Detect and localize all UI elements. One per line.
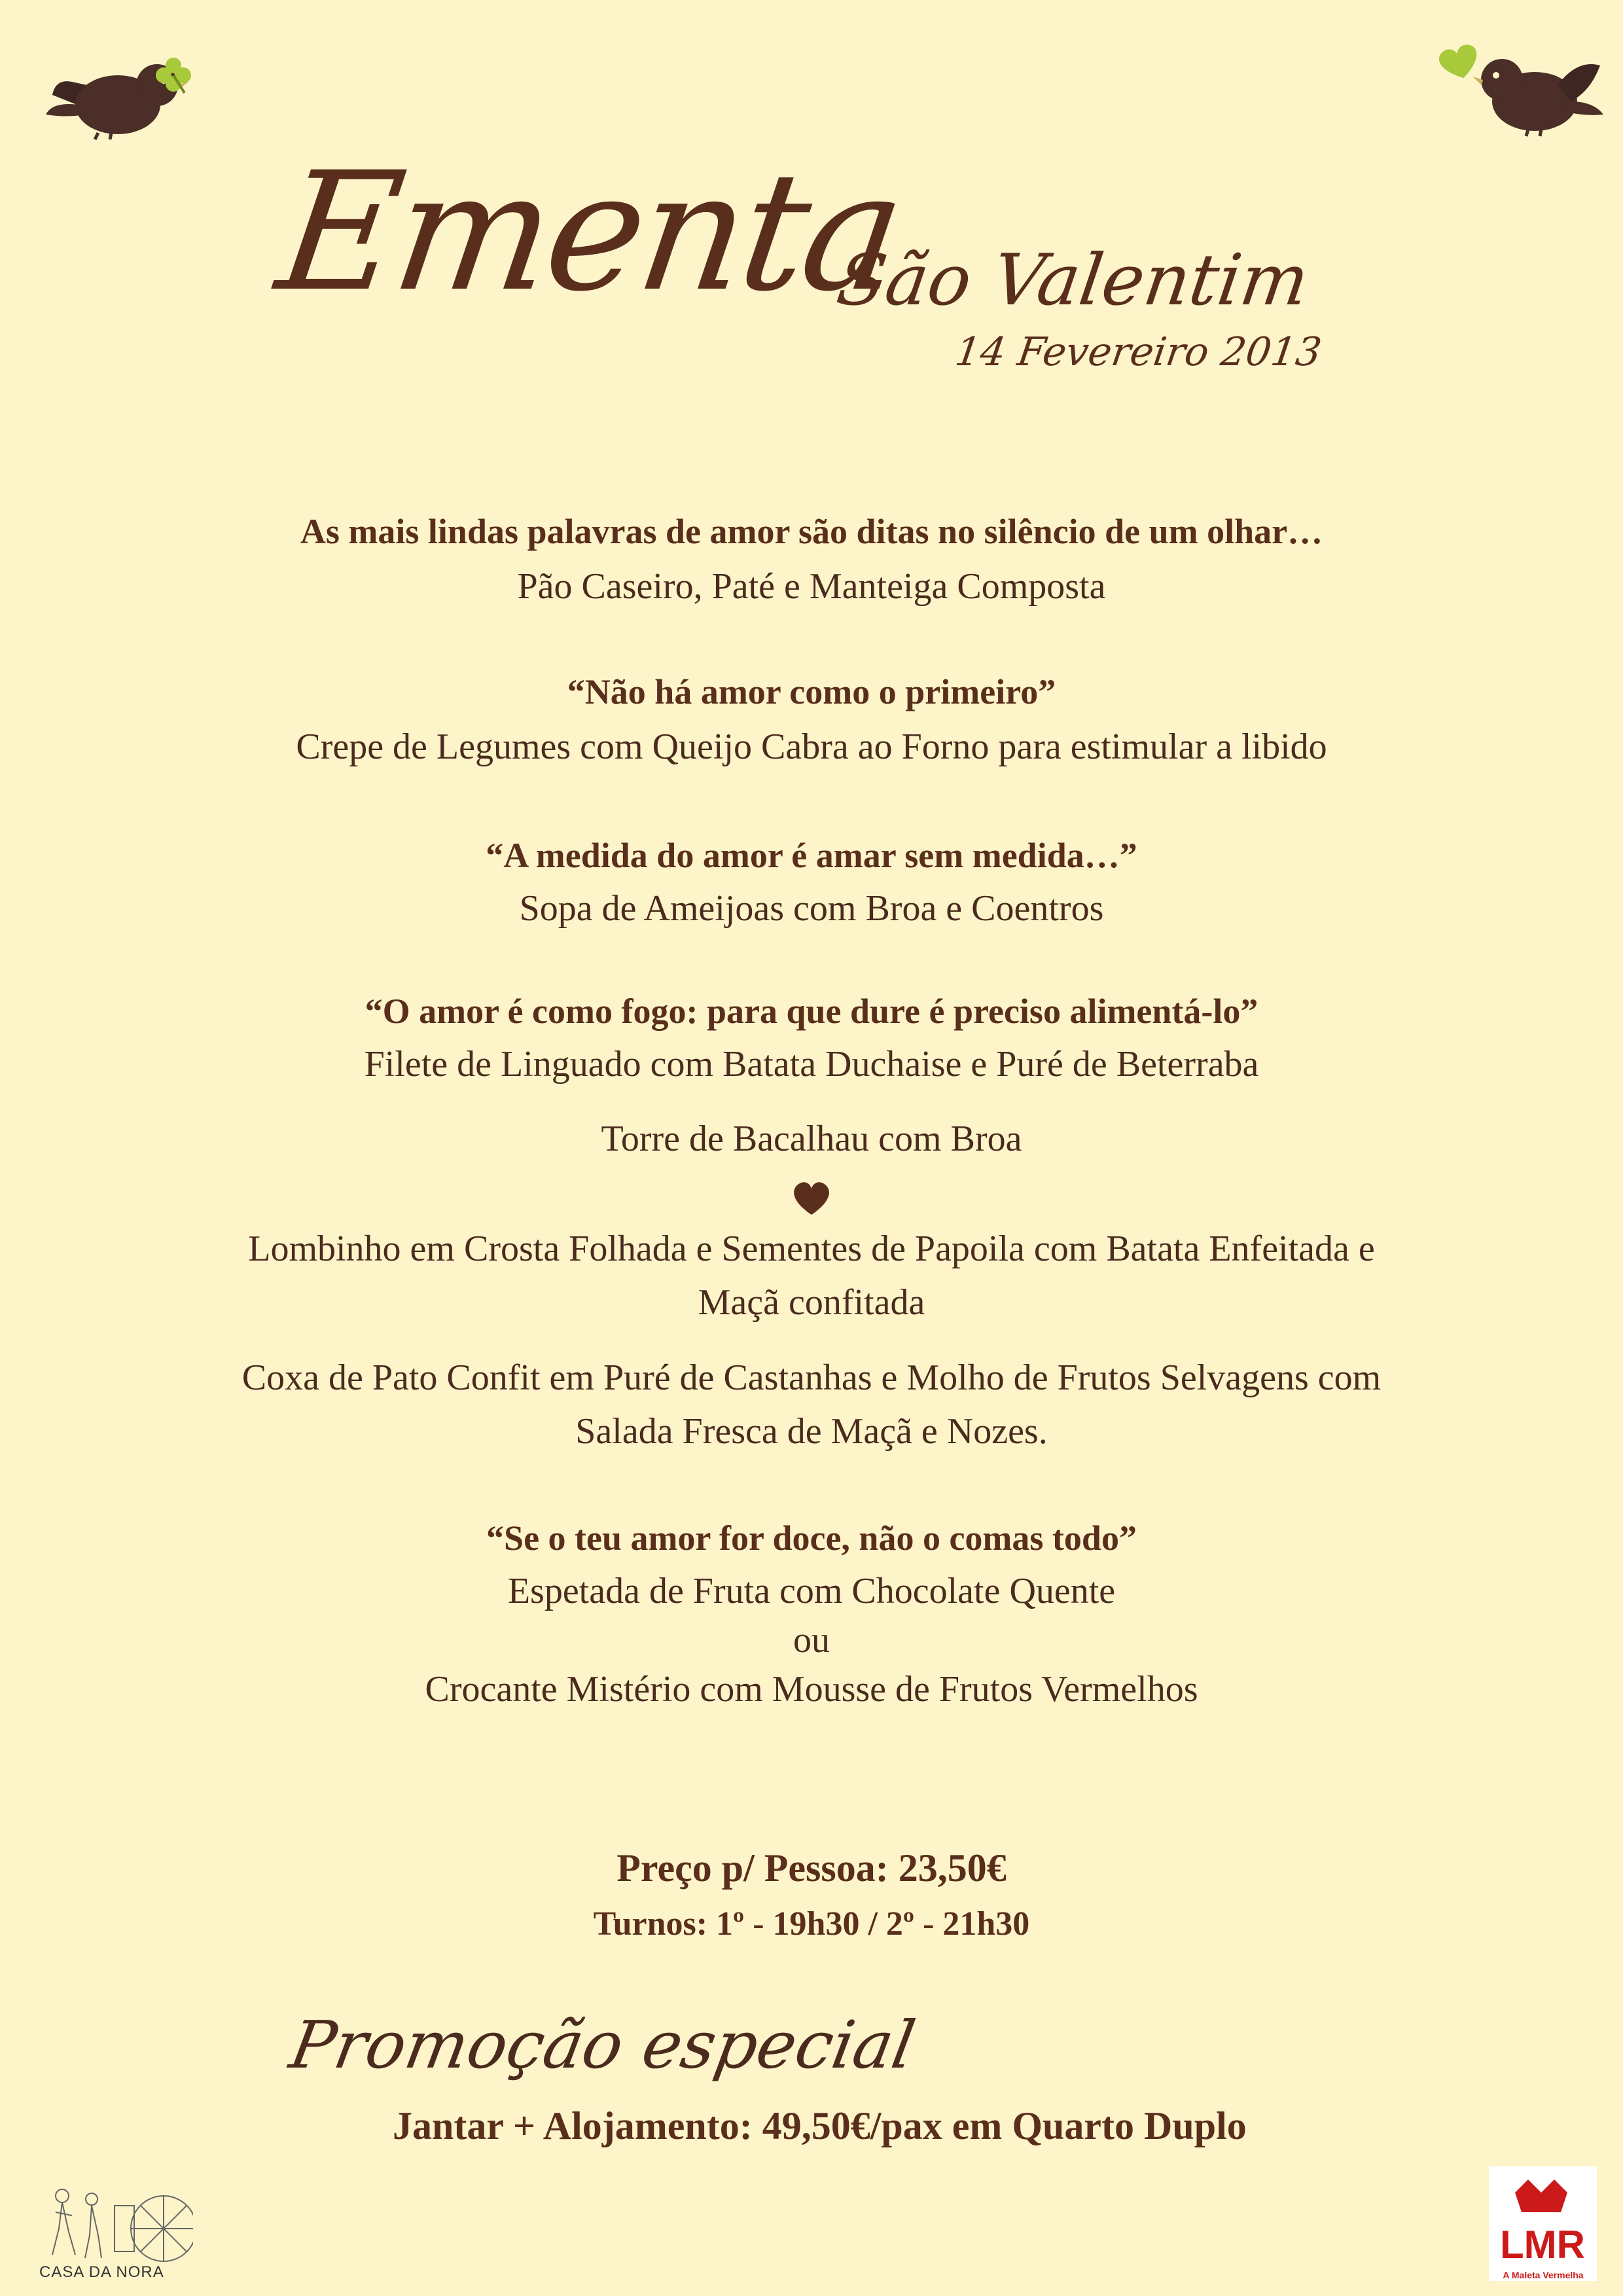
course-quote: “Não há amor como o primeiro”	[567, 672, 1056, 711]
maleta-vermelha-caption: A Maleta Vermelha	[1503, 2270, 1584, 2280]
page-title: Ementa	[268, 137, 912, 327]
lmr-logo-letters: LMR	[1500, 2223, 1585, 2267]
event-date: 14 Fevereiro 2013	[952, 329, 1325, 375]
dish-item: Crocante Mistério com Mousse de Frutos Vermelhos	[425, 1669, 1198, 1710]
clover-icon	[151, 52, 196, 98]
dish-item: Pão Caseiro, Paté e Manteiga Composta	[517, 566, 1106, 607]
dish-item: Espetada de Fruta com Chocolate Quente	[507, 1571, 1116, 1611]
dish-item: Lombinho em Crosta Folhada e Sementes de Papoila com Batata Enfeitada e	[248, 1229, 1375, 1269]
heart-divider-icon	[789, 1178, 834, 1217]
course-quote: “Se o teu amor for doce, não o comas todo”	[486, 1518, 1137, 1558]
dining-turns: Turnos: 1º - 19h30 / 2º - 21h30	[593, 1905, 1030, 1943]
price-per-person: Preço p/ Pessoa: 23,50€	[616, 1846, 1007, 1890]
dish-item: Sopa de Ameijoas com Broa e Coentros	[519, 888, 1104, 929]
course-quote: “A medida do amor é amar sem medida…”	[486, 836, 1137, 875]
dish-item: Coxa de Pato Confit em Puré de Castanhas e Molho de Frutos Selvagens com	[241, 1357, 1382, 1398]
maleta-vermelha-logo	[1489, 2166, 1597, 2281]
dish-separator: ou	[793, 1620, 830, 1660]
course-quote: “O amor é como fogo: para que dure é preciso alimentá-lo”	[365, 992, 1258, 1031]
dish-item: Salada Fresca de Maçã e Nozes.	[575, 1411, 1048, 1452]
dish-item: Torre de Bacalhau com Broa	[601, 1119, 1022, 1159]
casa-da-nora-label: CASA DA NORA	[39, 2263, 164, 2281]
heart-leaf-icon	[1433, 39, 1486, 85]
promo-text: Jantar + Alojamento: 49,50€/pax em Quarto Duplo	[393, 2104, 1247, 2147]
course-quote: As mais lindas palavras de amor são ditas no silêncio de um olhar…	[300, 512, 1323, 551]
dish-item: Filete de Linguado com Batata Duchaise e Puré de Beterraba	[364, 1044, 1259, 1085]
bird-right-icon	[1472, 39, 1610, 137]
page-subtitle: São Valentim	[832, 240, 1314, 321]
dish-item: Crepe de Legumes com Queijo Cabra ao Forno para estimular a libido	[296, 726, 1327, 767]
promo-title: Promoção especial	[284, 2007, 921, 2083]
dish-item: Maçã confitada	[698, 1282, 925, 1323]
